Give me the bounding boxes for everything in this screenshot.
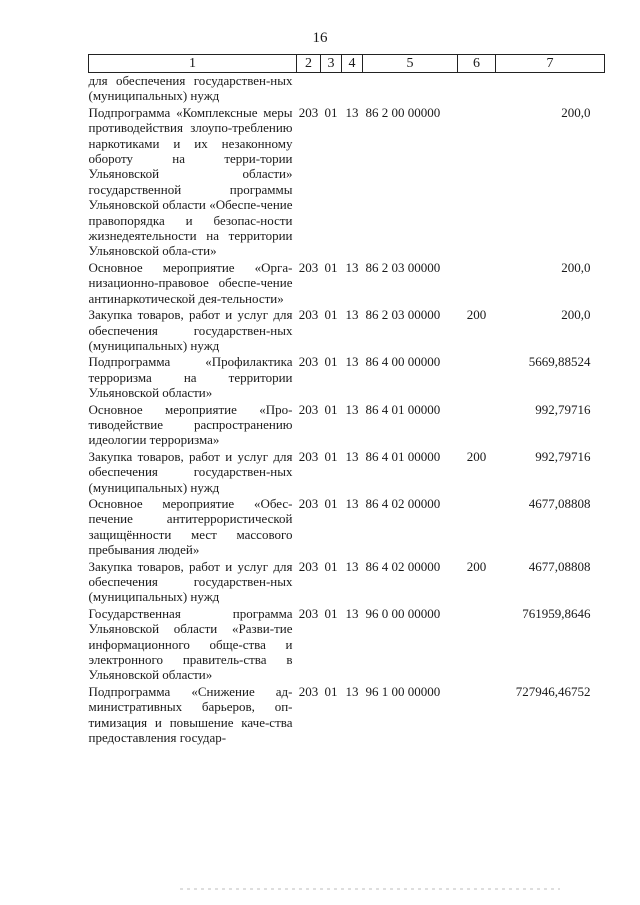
table-header: [89, 55, 605, 73]
row-section-code: 01: [324, 259, 338, 275]
row-description: Закупка товаров, работ и услуг для обеспечения государствен-ных (муниципальных) нужд: [88, 448, 293, 495]
column-header-1: 1: [89, 55, 297, 73]
row-description: Подпрограмма «Комплексные меры противодействия злоупо-треблению наркотиками и их незаконному обороту на терри-тории Ульяновской области» государственной программы Ульяновской области «Обеспе-чение правопорядка и безопас-ности жизнедеятельности на территории Ульяновской обла-сти»: [88, 104, 293, 259]
row-description: Закупка товаров, работ и услуг для обеспечения государствен-ных (муниципальных) нужд: [88, 558, 293, 605]
row-target-article: 86 2 00 00000: [365, 104, 441, 120]
row-ministry-code: 203: [298, 354, 319, 370]
row-ministry-code: 203: [298, 558, 319, 574]
column-header-5: 5: [363, 55, 458, 73]
row-ministry-code: 203: [298, 495, 319, 511]
row-target-article: 86 4 01 00000: [365, 448, 441, 464]
row-ministry-code: 203: [298, 401, 319, 417]
row-expense-type: 200: [466, 307, 487, 323]
row-subsection-code: 13: [345, 683, 359, 699]
table-row: [89, 73, 605, 104]
row-target-article: 86 4 02 00000: [365, 495, 441, 511]
row-target-article: [363, 73, 458, 104]
column-header-3: 3: [321, 55, 342, 73]
table-row: [89, 448, 605, 495]
row-subsection-code: [342, 73, 363, 104]
table-row: [89, 104, 605, 259]
row-target-article: 86 4 00 00000: [365, 354, 441, 370]
table-body: [89, 73, 605, 746]
row-expense-type: 200: [466, 558, 487, 574]
row-amount: 761959,8646: [522, 605, 591, 621]
row-description: Закупка товаров, работ и услуг для обеспечения государствен-ных (муниципальных) нужд: [88, 307, 293, 353]
row-section-code: 01: [324, 307, 338, 323]
page-number: 16: [312, 30, 328, 46]
row-target-article: 86 4 02 00000: [365, 558, 441, 574]
row-amount: 200,0: [561, 259, 591, 275]
row-ministry-code: 203: [298, 259, 319, 275]
table-row: [89, 605, 605, 683]
row-expense-type: [458, 353, 496, 400]
row-description: Государственная программа Ульяновской области «Разви-тие информационного обще-ства и электронного правитель-ства в Ульяновской области»: [88, 605, 293, 683]
row-target-article: 86 4 01 00000: [365, 401, 441, 417]
row-expense-type: [458, 605, 496, 683]
table-row: [89, 495, 605, 558]
budget-table: [88, 54, 605, 745]
table-row: [89, 683, 605, 746]
table-row: [89, 353, 605, 400]
row-expense-type: [458, 104, 496, 259]
row-ministry-code: [297, 73, 321, 104]
row-amount: 992,79716: [535, 448, 591, 464]
row-ministry-code: 203: [298, 605, 319, 621]
row-description: Основное мероприятие «Орга-низационно-правовое обеспе-чение антинаркотической дея-тельности»: [88, 259, 293, 306]
row-ministry-code: 203: [298, 104, 319, 120]
row-description: Подпрограмма «Профилактика терроризма на территории Ульяновской области»: [88, 354, 293, 401]
row-target-article: 96 0 00 00000: [365, 605, 441, 621]
column-header-4: 4: [342, 55, 363, 73]
row-section-code: 01: [324, 448, 338, 464]
row-subsection-code: 13: [345, 259, 359, 275]
row-subsection-code: 13: [345, 605, 359, 621]
row-amount: 200,0: [561, 307, 591, 323]
row-section-code: 01: [324, 401, 338, 417]
row-amount: 4677,08808: [528, 495, 591, 511]
row-expense-type: [458, 401, 496, 448]
row-description: Подпрограмма «Снижение ад-министративных барьеров, оп-тимизация и повышение каче-ства предоставления государ-: [88, 683, 293, 746]
row-description: Основное мероприятие «Обес-печение антитеррористической защищённости мест массового пребывания людей»: [88, 495, 293, 558]
row-subsection-code: 13: [345, 104, 359, 120]
row-amount: 992,79716: [535, 401, 591, 417]
scan-artifact: [180, 888, 560, 890]
row-expense-type: [458, 259, 496, 306]
row-section-code: 01: [324, 558, 338, 574]
row-section-code: 01: [324, 495, 338, 511]
row-expense-type: 200: [466, 448, 487, 464]
row-target-article: 96 1 00 00000: [365, 683, 441, 699]
row-subsection-code: 13: [345, 495, 359, 511]
row-subsection-code: 13: [345, 558, 359, 574]
row-ministry-code: 203: [298, 448, 319, 464]
row-amount: 727946,46752: [515, 683, 591, 699]
table-row: [89, 558, 605, 605]
column-header-2: 2: [297, 55, 321, 73]
row-target-article: 86 2 03 00000: [365, 259, 441, 275]
row-section-code: 01: [324, 605, 338, 621]
budget-table-container: [88, 54, 604, 745]
row-subsection-code: 13: [345, 354, 359, 370]
row-amount: 200,0: [561, 104, 591, 120]
row-subsection-code: 13: [345, 448, 359, 464]
row-ministry-code: 203: [298, 307, 319, 323]
row-amount: [496, 73, 605, 104]
row-section-code: [321, 73, 342, 104]
row-amount: 4677,08808: [528, 558, 591, 574]
row-amount: 5669,88524: [528, 354, 591, 370]
table-row: [89, 401, 605, 448]
column-header-7: 7: [496, 55, 605, 73]
row-section-code: 01: [324, 683, 338, 699]
column-header-6: 6: [458, 55, 496, 73]
table-row: [89, 306, 605, 353]
row-expense-type: [458, 683, 496, 746]
row-subsection-code: 13: [345, 307, 359, 323]
row-expense-type: [458, 495, 496, 558]
row-expense-type: [458, 73, 496, 104]
row-section-code: 01: [324, 104, 338, 120]
row-description: Основное мероприятие «Про-тиводействие распространению идеологии терроризма»: [88, 401, 293, 448]
row-section-code: 01: [324, 354, 338, 370]
table-row: [89, 259, 605, 306]
row-ministry-code: 203: [298, 683, 319, 699]
row-subsection-code: 13: [345, 401, 359, 417]
row-target-article: 86 2 03 00000: [365, 307, 441, 323]
row-description: для обеспечения государствен-ных (муниципальных) нужд: [88, 73, 293, 104]
